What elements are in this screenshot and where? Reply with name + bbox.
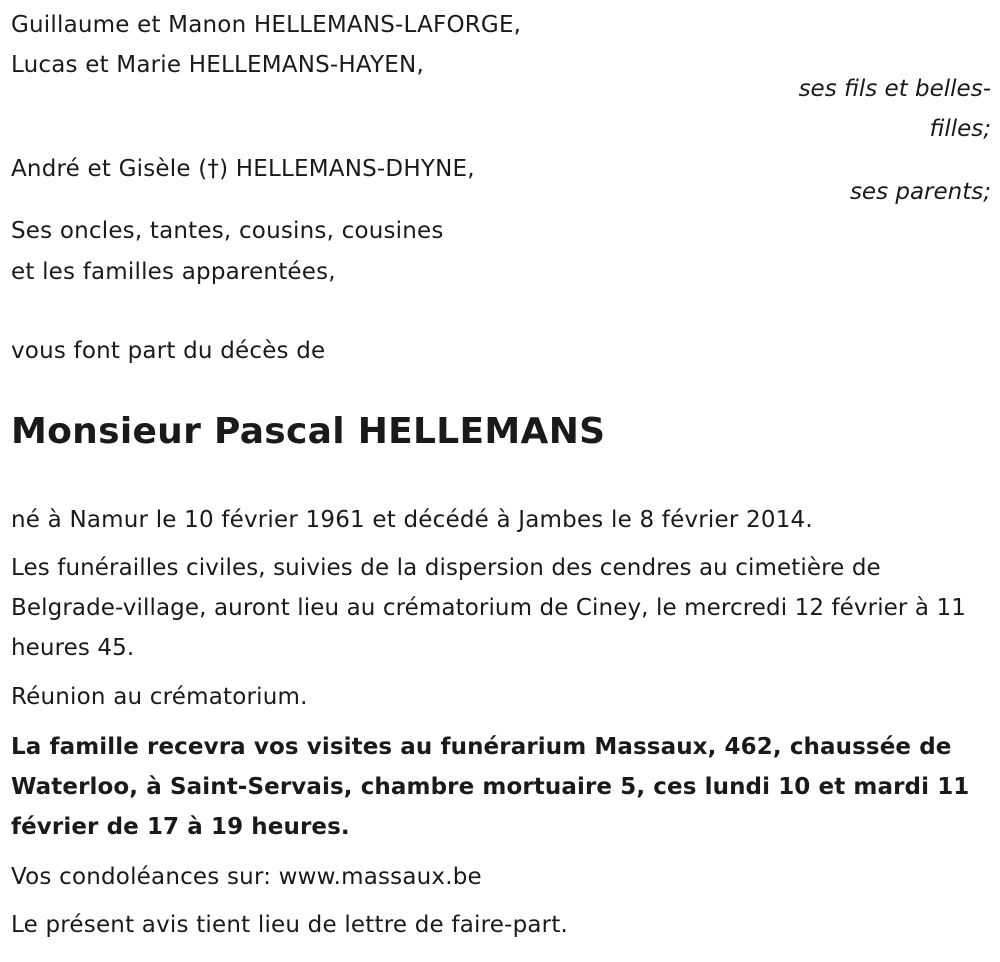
visits-details: La famille recevra vos visites au funérarium Massaux, 462, chaussée de Waterloo, à Saint-Servais, chambre mortuaire 5, ces lundi 10 et mardi 11 février de 17 à 19 heures. — [11, 734, 970, 840]
reunion-note: Réunion au crématorium. — [11, 684, 308, 710]
birth-death-details: né à Namur le 10 février 1961 et décédé à Jambes le 8 février 2014. — [11, 507, 813, 533]
notice-line: Le présent avis tient lieu de lettre de faire-part. — [11, 912, 569, 938]
family-line-sons-2: Lucas et Marie HELLEMANS-HAYEN, — [11, 52, 424, 78]
family-line-relatives-2: et les familles apparentées, — [11, 259, 336, 285]
deceased-name: Monsieur Pascal HELLEMANS — [11, 411, 606, 452]
condolences-line: Vos condoléances sur: www.massaux.be — [11, 864, 482, 890]
family-line-sons-1: Guillaume et Manon HELLEMANS-LAFORGE, — [11, 12, 522, 38]
family-line-relatives-1: Ses oncles, tantes, cousins, cousines — [11, 218, 444, 244]
role-sons-line-2: filles; — [929, 116, 991, 142]
role-parents: ses parents; — [849, 179, 991, 205]
family-line-parents: André et Gisèle (†) HELLEMANS-DHYNE, — [11, 156, 475, 182]
funeral-details: Les funérailles civiles, suivies de la dispersion des cendres au cimetière de Belgrade-village, auront lieu au crématorium de Ciney, le mercredi 12 février à 11 heures 45. — [11, 555, 966, 661]
announcement-intro: vous font part du décès de — [11, 338, 326, 364]
role-sons-line-1: ses fils et belles- — [798, 76, 991, 102]
